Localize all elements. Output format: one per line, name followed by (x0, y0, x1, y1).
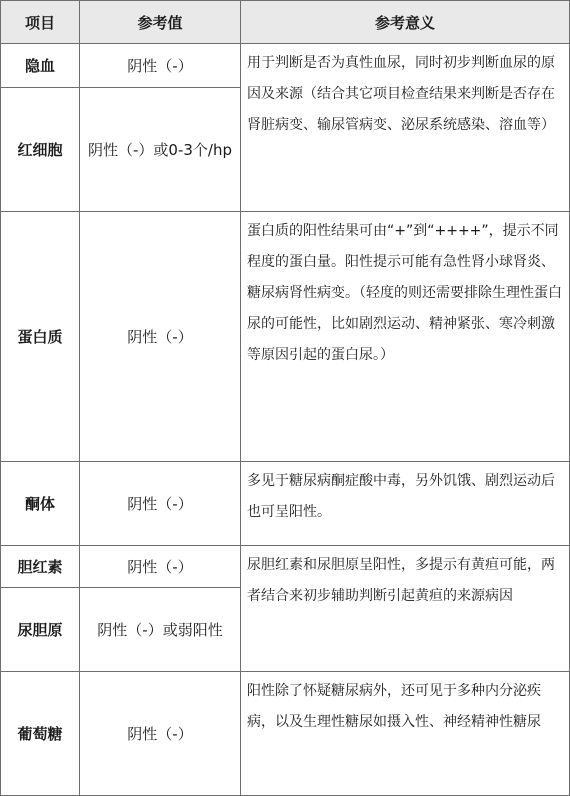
header-item: 项目 (1, 1, 80, 44)
table-row (1, 462, 570, 546)
reference-meaning: 蛋白质的阳性结果可由“+”到“++++”，提示不同程度的蛋白量。阳性提示可能有急性肾小球肾炎、糖尿病肾性病变。（轻度的则还需要排除生理性蛋白尿的可能性，比如剧烈运动、精神紧张、寒冷刺激等原因引起的蛋白尿。） (241, 212, 570, 462)
reference-meaning: 阳性除了怀疑糖尿病外，还可见于多种内分泌疾病，以及生理性糖尿如摄入性、神经精神性糖尿 (241, 672, 570, 796)
reference-value: 阴性（-）或弱阳性 (80, 588, 241, 672)
item-name: 葡萄糖 (1, 672, 80, 796)
table-row (1, 672, 570, 796)
table-row (1, 212, 570, 462)
reference-value: 阴性（-） (80, 212, 241, 462)
item-name: 蛋白质 (1, 212, 80, 462)
header-reference-value: 参考值 (80, 1, 241, 44)
item-name: 胆红素 (1, 546, 80, 588)
table-row (1, 546, 570, 588)
item-name: 酮体 (1, 462, 80, 546)
reference-meaning: 用于判断是否为真性血尿，同时初步判断血尿的原因及来源（结合其它项目检查结果来判断是否存在肾脏病变、输尿管病变、泌尿系统感染、溶血等） (241, 44, 570, 212)
table-row (1, 44, 570, 88)
reference-value: 阴性（-） (80, 44, 241, 88)
table-header-row (1, 1, 570, 44)
reference-value: 阴性（-） (80, 462, 241, 546)
reference-meaning: 尿胆红素和尿胆原呈阳性，多提示有黄疸可能，两者结合来初步辅助判断引起黄疸的来源病因 (241, 546, 570, 672)
reference-value: 阴性（-） (80, 546, 241, 588)
reference-meaning: 多见于糖尿病酮症酸中毒，另外饥饿、剧烈运动后也可呈阳性。 (241, 462, 570, 546)
reference-value: 阴性（-） (80, 672, 241, 796)
header-reference-meaning: 参考意义 (241, 1, 570, 44)
reference-value: 阴性（-）或0-3个/hp (80, 88, 241, 212)
item-name: 红细胞 (1, 88, 80, 212)
item-name: 尿胆原 (1, 588, 80, 672)
item-name: 隐血 (1, 44, 80, 88)
